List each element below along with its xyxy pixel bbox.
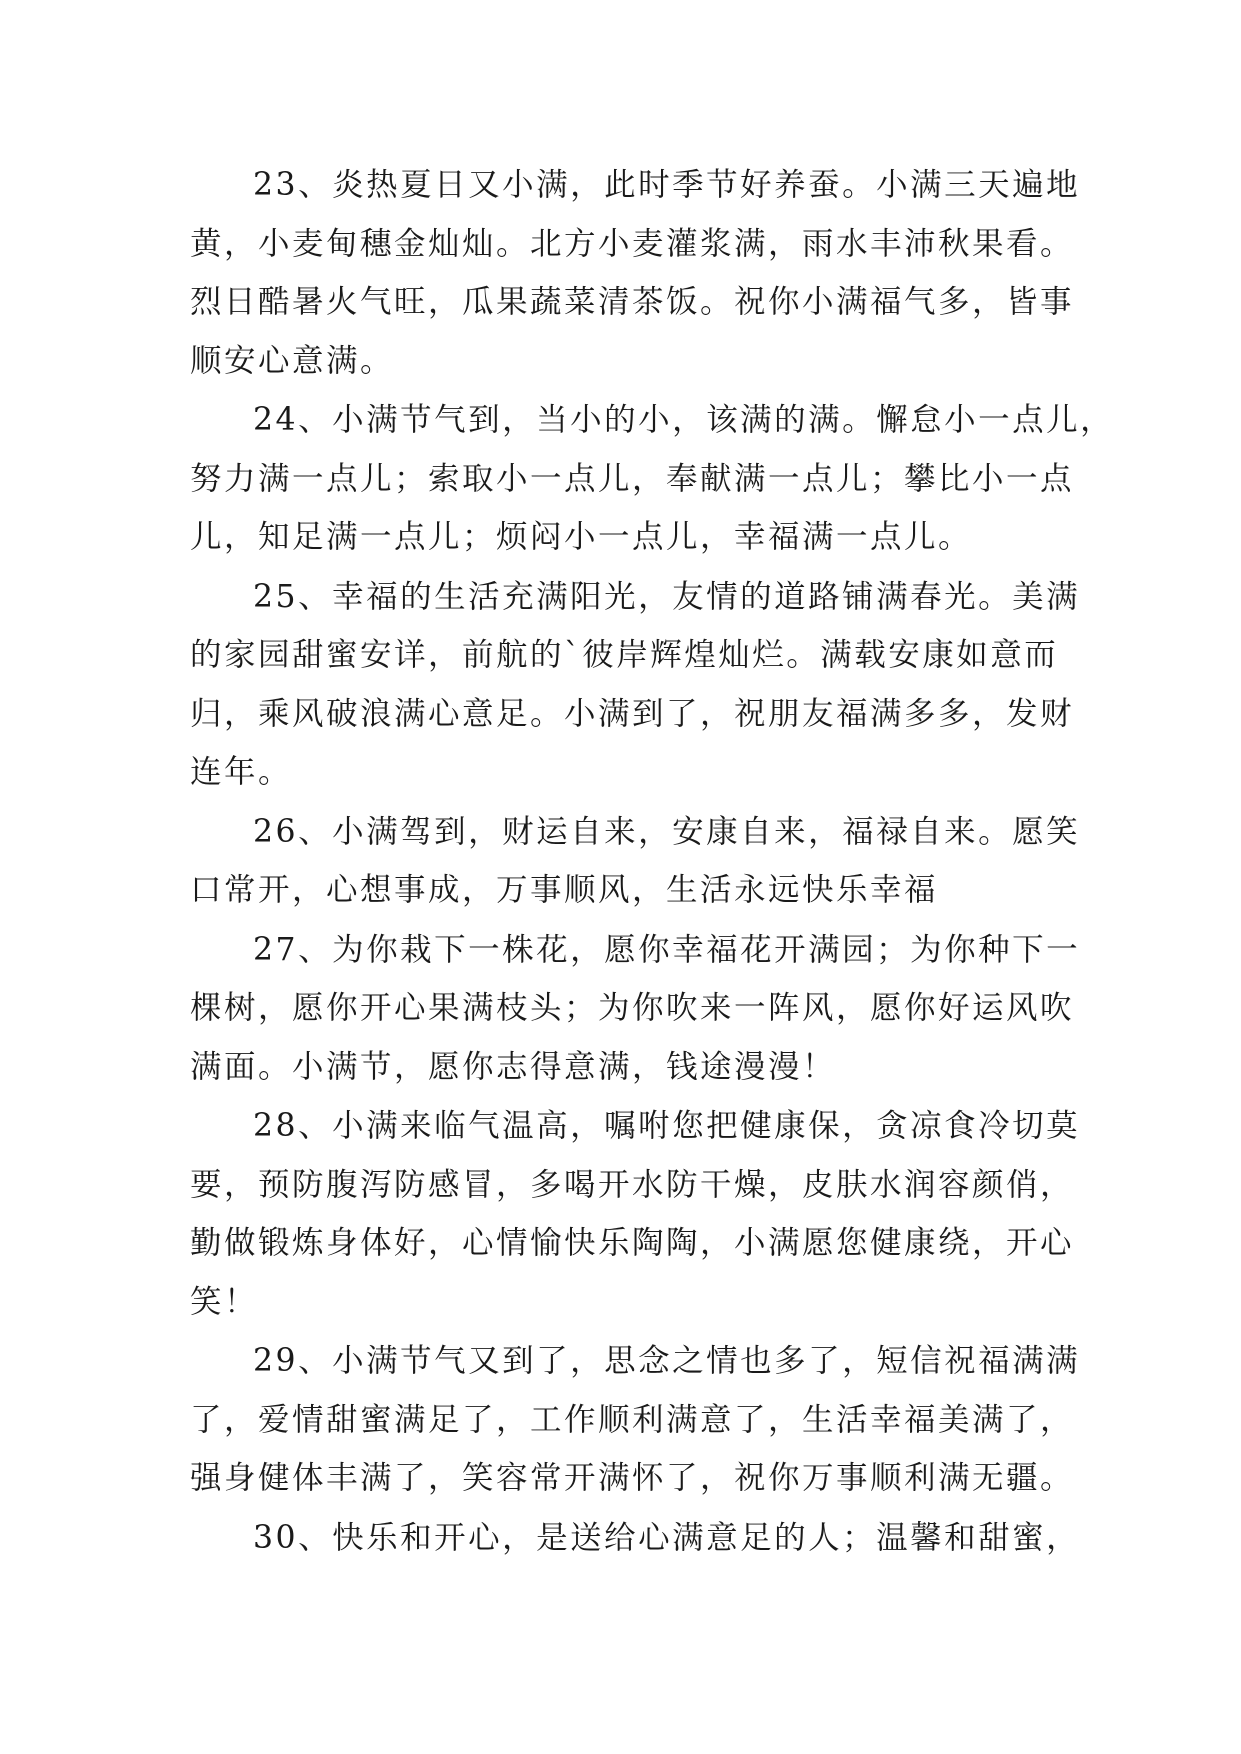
text-line: 口常开，心想事成，万事顺风，生活永远快乐幸福 [190, 872, 939, 908]
text-line: 顺安心意满。 [190, 342, 395, 379]
paragraph-27 [190, 921, 1081, 1097]
text-line: 努力满一点儿；索取小一点儿，奉献满一点儿；攀比小一点 [190, 460, 1075, 497]
text-line: 25、幸福的生活充满阳光，友情的道路铺满春光。美满 [253, 578, 1081, 615]
paragraph-29 [190, 1332, 1081, 1508]
text-line: 棵树，愿你开心果满枝头；为你吹来一阵风，愿你好运风吹 [190, 990, 1075, 1026]
text-line: 要，预防腹泻防感冒，多喝开水防干燥，皮肤水润容颜俏， [190, 1166, 1075, 1203]
text-line: 27、为你栽下一株花，愿你幸福花开满园；为你种下一 [253, 931, 1081, 968]
text-line: 儿，知足满一点儿；烦闷小一点儿，幸福满一点儿。 [190, 519, 973, 555]
paragraph-24 [190, 391, 1115, 567]
paragraph-30 [190, 1509, 1081, 1568]
text-line: 29、小满节气又到了，思念之情也多了，短信祝福满满 [253, 1343, 1081, 1379]
paragraph-25 [190, 568, 1081, 802]
text-line: 满面。小满节，愿你志得意满，钱途漫漫！ [190, 1048, 837, 1085]
text-line: 勤做锻炼身体好，心情愉快乐陶陶，小满愿您健康绕，开心 [190, 1225, 1075, 1261]
text-line: 26、小满驾到，财运自来，安康自来，福禄自来。愿笑 [253, 813, 1081, 850]
text-line: 的家园甜蜜安详，前航的`彼岸辉煌灿烂。满载安康如意而 [190, 637, 1059, 673]
text-line: 烈日酷暑火气旺，瓜果蔬菜清茶饭。祝你小满福气多，皆事 [190, 284, 1075, 320]
text-line: 24、小满节气到，当小的小，该满的满。懈怠小一点儿， [253, 402, 1115, 438]
text-line: 归，乘风破浪满心意足。小满到了，祝朋友福满多多，发财 [190, 695, 1075, 732]
text-line: 30、快乐和开心，是送给心满意足的人；温馨和甜蜜， [253, 1519, 1081, 1556]
text-line: 强身健体丰满了，笑容常开满怀了，祝你万事顺利满无疆。 [190, 1460, 1075, 1496]
text-line: 连年。 [190, 754, 293, 790]
document-body [190, 156, 1115, 1568]
text-line: 黄，小麦甸穗金灿灿。北方小麦灌浆满，雨水丰沛秋果看。 [190, 225, 1075, 262]
paragraph-28 [190, 1097, 1081, 1331]
paragraph-23 [190, 156, 1081, 390]
text-line: 23、炎热夏日又小满，此时季节好养蚕。小满三天遍地 [253, 167, 1081, 203]
paragraph-26 [190, 803, 1081, 920]
text-line: 笑！ [190, 1283, 259, 1320]
text-line: 28、小满来临气温高，嘱咐您把健康保，贪凉食冷切莫 [253, 1108, 1081, 1144]
text-line: 了，爱情甜蜜满足了，工作顺利满意了，生活幸福美满了， [190, 1401, 1075, 1438]
